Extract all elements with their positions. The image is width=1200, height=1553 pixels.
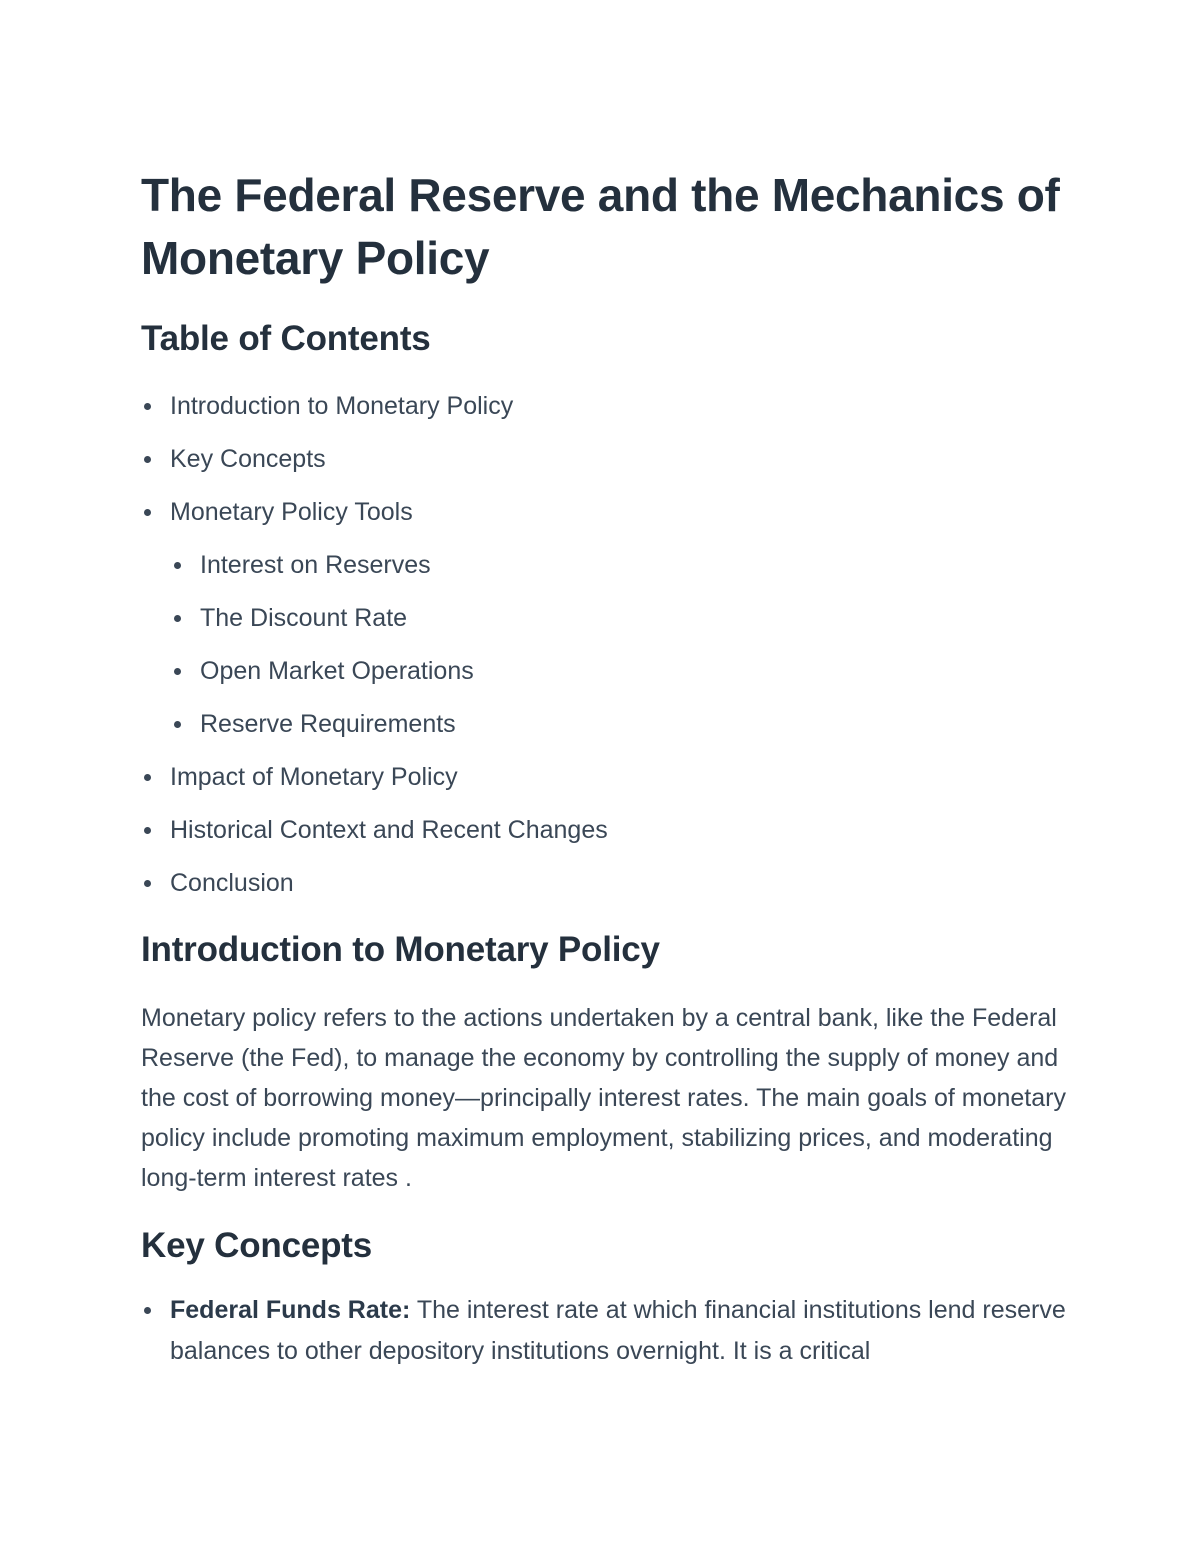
bullet-icon: [144, 509, 151, 516]
concept-term: Federal Funds Rate:: [170, 1296, 411, 1324]
section-heading-introduction: Introduction to Monetary Policy: [141, 930, 660, 969]
toc-item-label: Monetary Policy Tools: [170, 498, 413, 526]
toc-item-open-market-operations[interactable]: [141, 645, 1071, 698]
toc-item-label: Interest on Reserves: [200, 551, 431, 579]
toc-item-key-concepts[interactable]: [141, 433, 1071, 486]
bullet-icon: [174, 562, 181, 569]
toc-item-interest-on-reserves[interactable]: [141, 539, 1071, 592]
key-concepts-list: [141, 1290, 1071, 1372]
toc-item-conclusion[interactable]: [141, 857, 1071, 910]
toc-item-label: Key Concepts: [170, 445, 326, 473]
bullet-icon: [174, 721, 181, 728]
toc-item-label: Introduction to Monetary Policy: [170, 392, 514, 420]
toc-item-label: Conclusion: [170, 869, 294, 897]
toc-item-historical-context[interactable]: [141, 804, 1071, 857]
toc-item-discount-rate[interactable]: [141, 592, 1071, 645]
toc-item-introduction[interactable]: [141, 380, 1071, 433]
toc-heading: Table of Contents: [141, 319, 431, 358]
toc-item-label: Reserve Requirements: [200, 710, 456, 738]
bullet-icon: [144, 774, 151, 781]
list-item: [141, 1290, 1071, 1372]
bullet-icon: [174, 668, 181, 675]
toc-item-label: Open Market Operations: [200, 657, 474, 685]
bullet-icon: [174, 615, 181, 622]
bullet-icon: [144, 880, 151, 887]
toc-item-impact[interactable]: [141, 751, 1071, 804]
document-title: The Federal Reserve and the Mechanics of Monetary Policy: [141, 169, 1060, 284]
bullet-icon: [144, 1307, 151, 1314]
toc-item-label: The Discount Rate: [200, 604, 408, 632]
toc-item-label: Impact of Monetary Policy: [170, 763, 458, 791]
concept-definition: The interest rate at which financial institutions lend reserve balances to other depository institutions overnight. It is a critical: [170, 1296, 1066, 1365]
bullet-icon: [144, 456, 151, 463]
intro-paragraph: Monetary policy refers to the actions undertaken by a central bank, like the Federal Reserve (the Fed), to manage the economy by controlling the supply of money and the cost of borrowing money—principally interest rates. The main goals of monetary policy include promoting maximum employment, stabilizing prices, and moderating long-term interest rates .: [141, 1004, 1066, 1192]
toc-item-monetary-policy-tools[interactable]: [141, 486, 1071, 539]
section-heading-key-concepts: Key Concepts: [141, 1226, 372, 1265]
toc-item-label: Historical Context and Recent Changes: [170, 816, 608, 844]
bullet-icon: [144, 827, 151, 834]
toc-list: [141, 380, 1071, 910]
bullet-icon: [144, 403, 151, 410]
toc-item-reserve-requirements[interactable]: [141, 698, 1071, 751]
